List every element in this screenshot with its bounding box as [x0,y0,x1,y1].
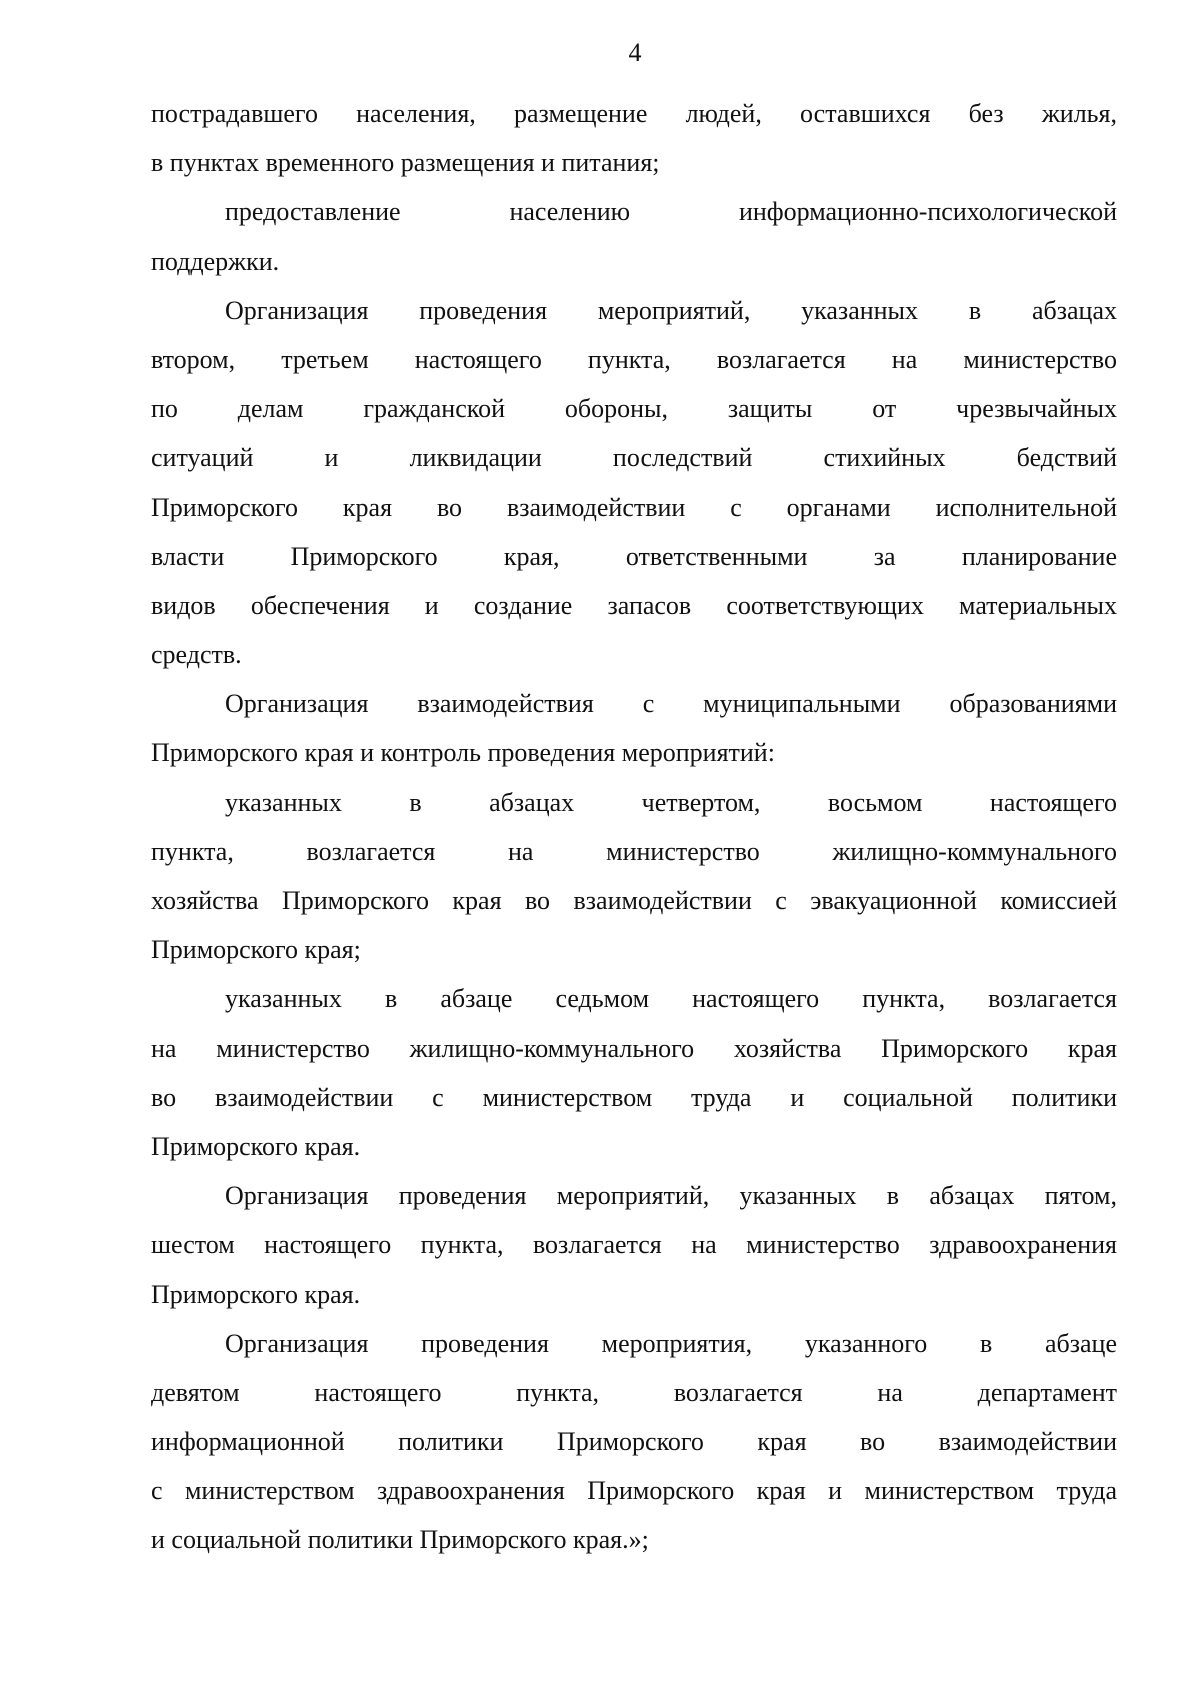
paragraph [151,187,1117,285]
paragraph [151,286,1117,680]
text-line: указанных в абзацах четвертом, восьмом настоящего [225,787,1117,817]
text-line: хозяйства Приморского края во взаимодействии с эвакуационной комиссией [151,886,1117,915]
text-line: Приморского края во взаимодействии с органами исполнительной [151,492,1117,522]
text-line: и социальной политики Приморского края.»; [151,1525,649,1555]
text-line: втором, третьем настоящего пункта, возлагается на министерство [151,344,1117,374]
text-line: шестом настоящего пункта, возлагается на министерство здравоохранения [151,1230,1117,1260]
paragraph [151,1319,1117,1565]
text-line: по делам гражданской обороны, защиты от чрезвычайных [151,394,1117,424]
paragraph [151,679,1117,777]
text-line: девятом настоящего пункта, возлагается на департамент [151,1377,1117,1407]
paragraph [151,778,1117,975]
page-number: 4 [628,38,642,67]
text-line: пункта, возлагается на министерство жилищно-коммунального [151,836,1117,866]
text-line: указанных в абзаце седьмом настоящего пункта, возлагается [225,984,1117,1014]
text-line: Организация проведения мероприятия, указанного в абзаце [225,1328,1117,1358]
text-line: пострадавшего населения, размещение людей, оставшихся без жилья, [151,99,1117,128]
text-line: видов обеспечения и создание запасов соответствующих материальных [151,590,1117,620]
text-line: на министерство жилищно-коммунального хозяйства Приморского края [151,1033,1117,1063]
text-line: Организация проведения мероприятий, указанных в абзацах [225,295,1117,325]
text-line: Приморского края и контроль проведения мероприятий: [151,738,775,768]
text-line: власти Приморского края, ответственными за планирование [151,541,1117,571]
text-line: Организация проведения мероприятий, указанных в абзацах пятом, [225,1181,1117,1211]
text-line: Приморского края; [151,935,361,965]
paragraph [151,974,1117,1171]
text-line: Приморского края. [151,1279,361,1309]
text-line: во взаимодействии с министерством труда и социальной политики [151,1082,1117,1112]
text-line: средств. [151,640,242,670]
text-line: Приморского края. [151,1131,361,1161]
text-line: информационной политики Приморского края во взаимодействии [151,1427,1117,1457]
text-line: Организация взаимодействия с муниципальными образованиями [225,689,1117,719]
text-line: в пунктах временного размещения и питания; [151,148,660,178]
text-line: предоставление населению информационно-психологической [225,197,1117,227]
text-line: ситуаций и ликвидации последствий стихийных бедствий [151,443,1117,473]
paragraph [151,1171,1117,1319]
text-line: поддержки. [151,246,280,276]
text-line: с министерством здравоохранения Приморского края и министерством труда [151,1476,1117,1506]
document-body [151,89,1117,1565]
paragraph [151,89,1117,187]
